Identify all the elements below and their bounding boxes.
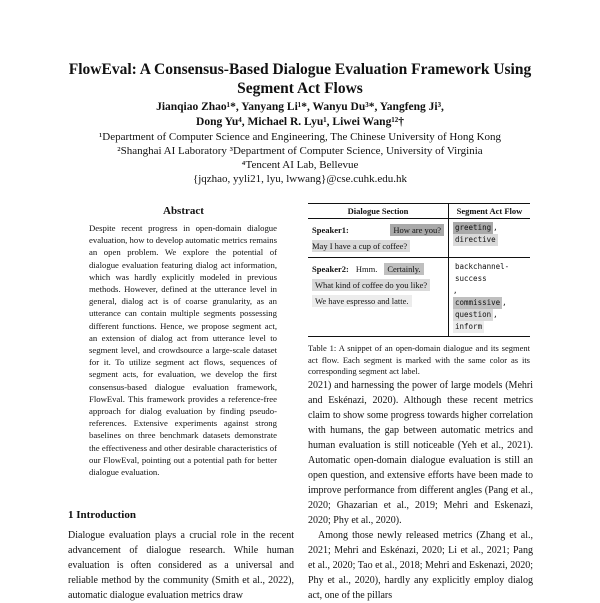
speaker-label: Speaker2: — [312, 264, 349, 274]
title-line-2: Segment Act Flows — [237, 80, 363, 97]
segment-act-cell: greeting , directive — [448, 219, 530, 257]
affiliation-3: ⁴Tencent AI Lab, Bellevue — [241, 159, 359, 171]
segment: We have espresso and latte. — [312, 295, 412, 307]
act-label: directive — [455, 235, 496, 244]
act-label: commissive — [455, 298, 501, 307]
segment-act-cell: backchannel-success, commissive , question , inform — [448, 258, 530, 336]
table-row-speaker2 — [308, 258, 530, 337]
segment: What kind of coffee do you like? — [312, 279, 430, 291]
dialogue-cell — [308, 219, 448, 257]
author-list — [40, 100, 560, 130]
table-caption: Table 1: A snippet of an open-domain dialogue and its segment act flow. Each segment is marked with the same color as its corresponding segment act label. — [308, 343, 530, 376]
act-label: backchannel-success — [455, 262, 510, 283]
segment: Certainly. — [384, 263, 423, 275]
author-emails: {jqzhao, yyli21, lyu, lwwang}@cse.cuhk.edu.hk — [192, 173, 408, 185]
introduction-text: Dialogue evaluation plays a crucial role in the recent advancement of dialogue research. While human evaluation is often considered as a universal and reliable method by the community (Smith et al., 2022), automatic dialogue evaluation metrics draw — [68, 530, 294, 601]
title-line-1: FlowEval: A Consensus-Based Dialogue Evaluation Framework Using — [68, 61, 532, 78]
affiliation-1: ¹Department of Computer Science and Engineering, The Chinese University of Hong Kong — [98, 131, 502, 143]
table-header — [308, 204, 530, 219]
abstract-heading: Abstract — [163, 205, 204, 217]
speaker-label: Speaker1: — [312, 225, 349, 235]
paragraph: 2021) and harnessing the power of large models (Mehri and Eskénazi, 2020). Although these recent metrics claim to show some progress towards higher correlation with humans, the gap between automatic metrics and human evaluation is still noticeable (Yeh et al., 2021). Automatic open-domain dialogue evaluation is still an open question, and extensive efforts have been made to improve performance from different angles (Pang et al., 2020; Ghazarian et al., 2019; Mehri and Eskenazi, 2020; Phy et al., 2020). — [308, 380, 533, 526]
section-heading-introduction: 1 Introduction — [68, 509, 136, 521]
act-label: greeting — [455, 223, 492, 232]
table-1 — [308, 203, 530, 378]
authors-line-2: Dong Yu⁴, Michael R. Lyu¹, Liwei Wang¹²† — [196, 116, 404, 128]
segment: May I have a cup of coffee? — [312, 240, 410, 252]
header-dialogue-section: Dialogue Section — [347, 206, 409, 216]
affiliations — [40, 130, 560, 186]
dialogue-cell — [308, 258, 448, 336]
act-label: inform — [455, 322, 483, 331]
act-label: question — [455, 310, 492, 319]
paper-title — [40, 60, 560, 98]
affiliation-2: ²Shanghai AI Laboratory ³Department of Computer Science, University of Virginia — [117, 145, 483, 157]
header-segment-act-flow: Segment Act Flow — [448, 204, 530, 218]
segment: Hmm. — [355, 264, 378, 274]
abstract-body: Despite recent progress in open-domain dialogue evaluation, how to develop automatic metrics remains an open problem. We explore the potential of dialogue evaluation featuring dialog act information, which was hardly explicitly modeled in previous methods. However, defined at the utterance level in general, dialog act is of coarse granularity, as an utterance can contain multiple segments possessing different functions. Hence, we propose segment act, an extension of dialog act from utterance level to segment level, and crowdsource a large-scale dataset for it. To utilize segment act flows, sequences of segment acts, for evaluation, we develop the first consensus-based dialogue evaluation framework, FlowEval. This framework provides a reference-free approach for dialog evaluation by finding pseudo-references. Extensive experiments against strong baselines on three benchmark datasets demonstrate the effectiveness and other desirable characteristics of our FlowEval, pointing out a potential path for better dialogue evaluation. — [89, 223, 277, 478]
authors-line-1: Jianqiao Zhao¹*, Yanyang Li¹*, Wanyu Du³*, Yangfeng Ji³, — [156, 101, 444, 113]
segment: How are you? — [390, 224, 444, 236]
table-row-speaker1 — [308, 219, 530, 258]
right-column-text — [308, 378, 533, 603]
paragraph: Among those newly released metrics (Zhang et al., 2021; Mehri and Eskénazi, 2020; Li et al., 2021; Pang et al., 2020; Tao et al., 2018; Mehri and Eskenazi, 2020; Phy et al., 2020), hardly any explicitly employ dialog act, one of the pillars — [308, 530, 533, 601]
